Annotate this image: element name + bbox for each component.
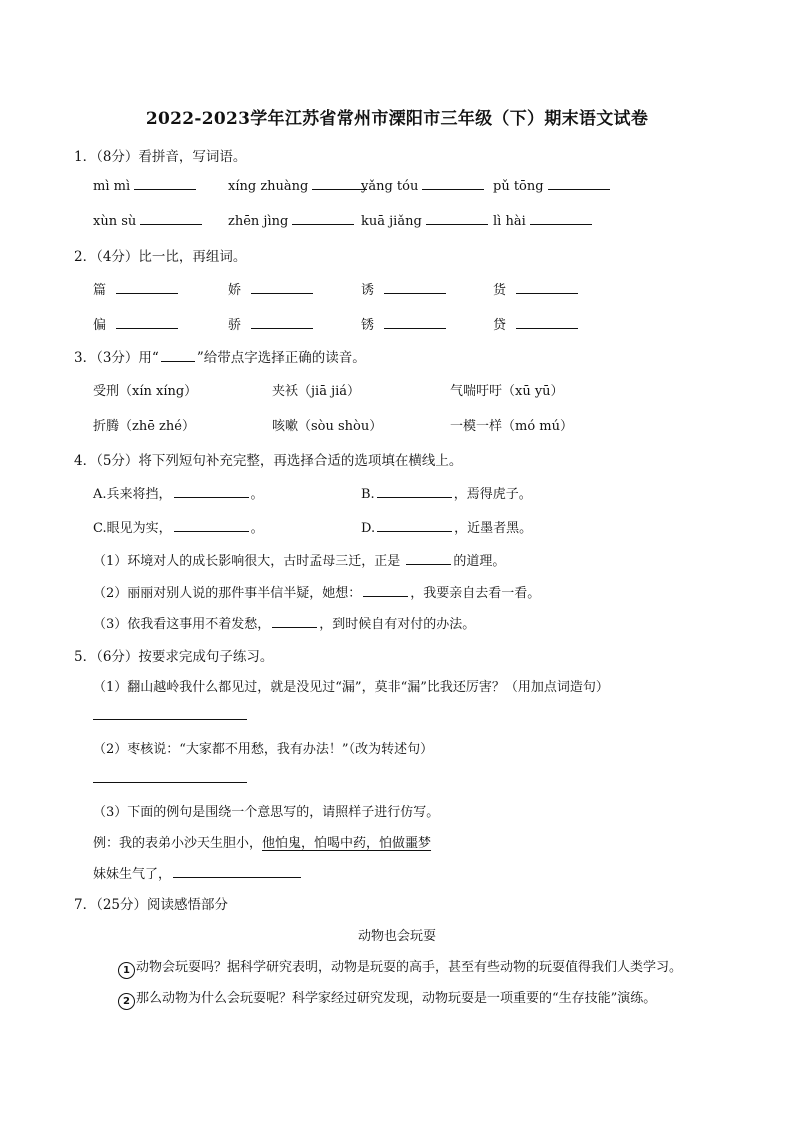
q1-pinyin: yǎng tóu bbox=[361, 179, 419, 194]
q4-option-d: D. ，近墨者黑。 bbox=[361, 521, 533, 536]
q4-sentence-3: （3）依我看这事用不着发愁， ，到时候自有对付的办法。 bbox=[93, 617, 476, 632]
q5-sentence-1: （1）翻山越岭我什么都见过，就是没见过“漏”，莫非“漏”比我还厉害？（用加点词造句） bbox=[93, 680, 609, 695]
paragraph-number-badge: 1 bbox=[118, 962, 135, 979]
passage-paragraph-2: 2 那么动物为什么会玩耍呢？科学家经过研究发现，动物玩耍是一项重要的“生存技能”演练。 bbox=[118, 987, 656, 1010]
q2-stem: 2．（4分）比一比，再组词。 bbox=[74, 249, 247, 265]
q5-example: 例：我的表弟小沙天生胆小，他怕鬼，怕喝中药，怕做噩梦 bbox=[93, 836, 432, 851]
answer-blank[interactable] bbox=[140, 212, 202, 225]
q1-pinyin: mì mì bbox=[93, 179, 131, 194]
answer-blank[interactable] bbox=[384, 316, 446, 329]
answer-blank[interactable] bbox=[251, 316, 313, 329]
answer-blank[interactable] bbox=[516, 316, 578, 329]
passage-paragraph-1: 1 动物会玩耍吗？据科学研究表明，动物是玩耍的高手，甚至有些动物的玩耍值得我们人类学习。 bbox=[118, 956, 682, 979]
q3-option: 折腾（zhē zhé） bbox=[93, 419, 195, 434]
q5-sentence-2: （2）枣核说：“大家都不用愁，我有办法！”（改为转述句） bbox=[93, 742, 434, 757]
q4-sentence-2: （2）丽丽对别人说的那件事半信半疑，她想： ，我要亲自去看一看。 bbox=[93, 586, 541, 601]
answer-blank[interactable] bbox=[116, 316, 178, 329]
q4-stem: 4．（5分）将下列短句补充完整，再选择合适的选项填在横线上。 bbox=[74, 453, 463, 469]
answer-blank[interactable] bbox=[292, 212, 354, 225]
q2-char: 货 bbox=[493, 283, 507, 298]
q1-pinyin: kuā jiǎng bbox=[361, 214, 422, 229]
q3-option: 一模一样（mó mú） bbox=[450, 419, 573, 434]
answer-blank[interactable] bbox=[174, 485, 249, 498]
q1-stem: 1．（8分）看拼音，写词语。 bbox=[74, 149, 247, 165]
answer-blank[interactable] bbox=[363, 584, 408, 597]
q2-char: 篇 bbox=[93, 283, 107, 298]
q1-pinyin: xùn sù bbox=[93, 214, 137, 229]
q4-option-b: B. ，焉得虎子。 bbox=[361, 487, 532, 502]
q4-option-a: A.兵来将挡， 。 bbox=[93, 487, 264, 502]
q3-option: 气喘吁吁（xū yū） bbox=[450, 384, 564, 399]
q2-char: 锈 bbox=[361, 318, 375, 333]
q3-stem: 3．（3分）用“ ”给带点字选择正确的读音。 bbox=[74, 350, 366, 366]
q5-stem: 5．（6分）按要求完成句子练习。 bbox=[74, 649, 274, 665]
q1-pinyin: pǔ tōng bbox=[493, 179, 544, 194]
answer-blank[interactable] bbox=[251, 281, 313, 294]
q1-pinyin: lì hài bbox=[493, 214, 526, 229]
answer-blank[interactable] bbox=[174, 519, 249, 532]
q1-pinyin: xíng zhuàng bbox=[228, 179, 309, 194]
answer-blank[interactable] bbox=[548, 177, 610, 190]
q2-char: 娇 bbox=[228, 283, 242, 298]
answer-blank[interactable] bbox=[406, 552, 451, 565]
answer-blank[interactable] bbox=[134, 177, 196, 190]
answer-blank[interactable] bbox=[426, 212, 488, 225]
q5-sentence-3: （3）下面的例句是围绕一个意思写的，请照样子进行仿写。 bbox=[93, 805, 440, 820]
q4-option-c: C.眼见为实， 。 bbox=[93, 521, 264, 536]
answer-line[interactable] bbox=[93, 782, 247, 783]
example-underlined-text: 他怕鬼，怕喝中药，怕做噩梦 bbox=[262, 836, 432, 851]
passage-title: 动物也会玩耍 bbox=[357, 929, 436, 944]
answer-line[interactable] bbox=[93, 719, 247, 720]
q4-sentence-1: （1）环境对人的成长影响很大，古时孟母三迁，正是 的道理。 bbox=[93, 554, 506, 569]
answer-blank[interactable] bbox=[516, 281, 578, 294]
answer-blank[interactable] bbox=[312, 177, 367, 190]
q2-char: 诱 bbox=[361, 283, 375, 298]
q5-fill: 妹妹生气了， bbox=[93, 863, 301, 882]
answer-blank[interactable] bbox=[377, 519, 452, 532]
q2-char: 骄 bbox=[228, 318, 242, 333]
q3-option: 受刑（xín xíng） bbox=[93, 384, 198, 399]
exam-title: 2022-2023学年江苏省常州市溧阳市三年级（下）期末语文试卷 bbox=[145, 109, 649, 129]
q3-option: 夹袄（jiā jiá） bbox=[272, 384, 361, 399]
q7-stem: 7．（25分）阅读感悟部分 bbox=[74, 897, 229, 913]
mark-blank bbox=[161, 350, 195, 362]
answer-blank[interactable] bbox=[377, 485, 452, 498]
answer-blank[interactable] bbox=[116, 281, 178, 294]
paragraph-number-badge: 2 bbox=[118, 993, 135, 1010]
q2-char: 贷 bbox=[493, 318, 507, 333]
q2-char: 偏 bbox=[93, 318, 107, 333]
answer-blank[interactable] bbox=[530, 212, 592, 225]
answer-blank[interactable] bbox=[384, 281, 446, 294]
q3-option: 咳嗽（sòu shòu） bbox=[272, 419, 383, 434]
answer-blank[interactable] bbox=[422, 177, 484, 190]
answer-blank[interactable] bbox=[272, 615, 317, 628]
answer-blank[interactable] bbox=[173, 865, 301, 878]
q1-pinyin: zhēn jìng bbox=[228, 214, 289, 229]
